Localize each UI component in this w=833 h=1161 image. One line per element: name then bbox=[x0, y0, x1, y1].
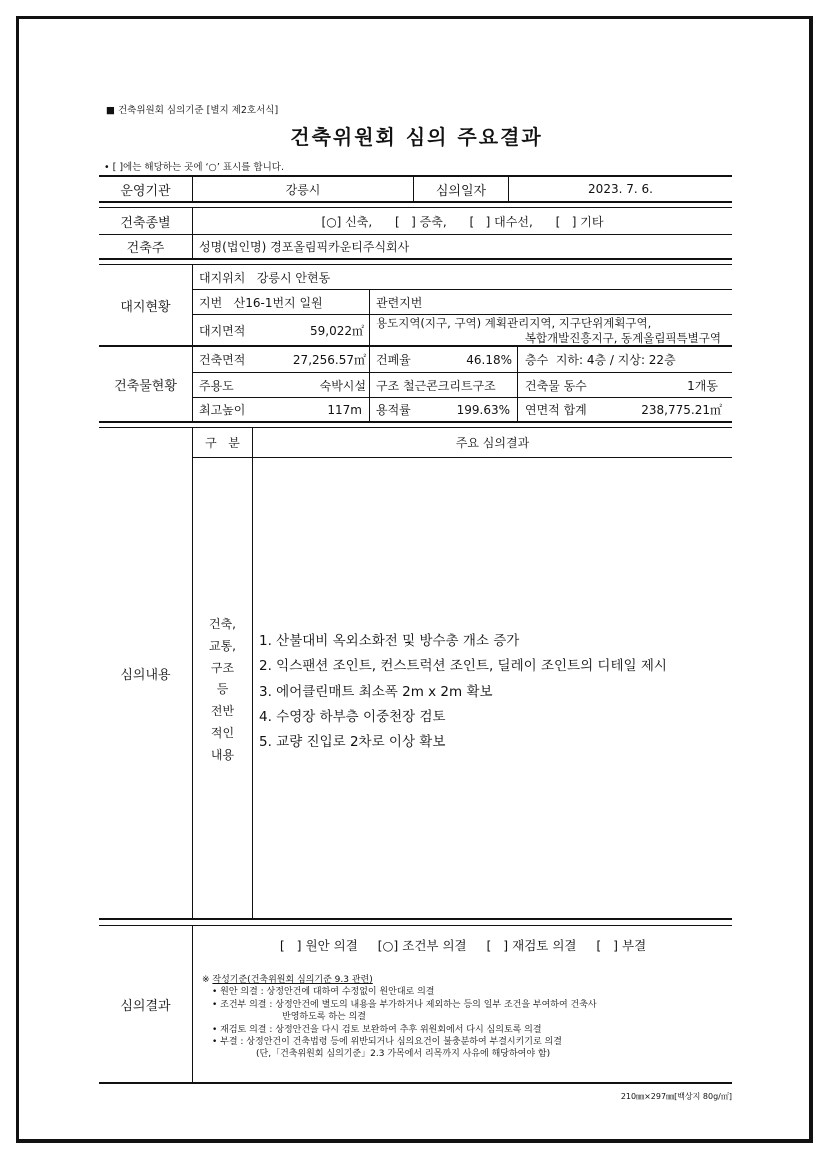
criteria-note: • 재검토 의결 : 상정안건을 다시 검토 보완하여 추후 위원회에서 다시 심의토록 의결 bbox=[212, 1024, 542, 1035]
writing-criteria bbox=[202, 974, 597, 1061]
site-status-label: 대지현황 bbox=[120, 299, 171, 315]
result-options: [ ] 원안 의결 [○] 조건부 의결 [ ] 재검토 의결 [ ] 부결 bbox=[279, 938, 647, 953]
far-value: 199.63% bbox=[456, 402, 510, 417]
criteria-title bbox=[202, 974, 597, 986]
building-count-label: 건축물 동수 bbox=[525, 378, 587, 393]
zoning-line-2: 복합개발진흥지구, 동계올림픽특별구역 bbox=[524, 331, 721, 345]
max-height-value: 117m bbox=[327, 402, 362, 417]
review-date-value: 2023. 7. 6. bbox=[588, 182, 653, 196]
coverage-value: 46.18% bbox=[466, 352, 512, 367]
vline-division bbox=[252, 427, 253, 919]
far-label: 용적률 bbox=[376, 403, 411, 417]
vline-site-mid bbox=[369, 289, 370, 346]
rule-owner-bottom bbox=[99, 258, 732, 260]
vline-label-col-3 bbox=[192, 264, 193, 422]
rule-bldg-bottom bbox=[99, 421, 732, 423]
owner-label: 건축주 bbox=[126, 241, 165, 256]
total-floor-area-value: 238,775.21㎡ bbox=[641, 403, 722, 417]
zoning-line-1: 용도지역(지구, 구역) 계획관리지역, 지구단위계획구역, bbox=[376, 316, 652, 330]
site-lot-number: 지번 산16-1번지 일원 bbox=[199, 295, 323, 310]
category-line: 등 bbox=[216, 682, 229, 697]
review-date-label: 심의일자 bbox=[435, 183, 487, 199]
criteria-note: • 부결 : 상정안건이 건축법령 등에 위반되거나 심의요건이 불충분하여 부결시키기로 의결 bbox=[212, 1037, 562, 1048]
site-area-value: 59,022㎡ bbox=[310, 323, 364, 338]
criteria-note: • 원안 의결 : 상정안건에 대하여 수정없이 원안대로 의결 bbox=[212, 987, 435, 998]
paper-spec: 210㎜×297㎜[백상지 80g/㎡] bbox=[620, 1092, 732, 1101]
rule-result-top bbox=[99, 925, 732, 926]
coverage-label: 건폐율 bbox=[376, 353, 411, 367]
building-status-label: 건축물현황 bbox=[114, 378, 177, 394]
vline-bldg-right bbox=[517, 346, 518, 422]
review-item: 5. 교량 진입로 2차로 이상 확보 bbox=[259, 734, 446, 750]
structure-info: 구조 철근콘크리트구조 bbox=[376, 378, 496, 393]
division-header: 구 분 bbox=[205, 436, 240, 450]
category-cell bbox=[193, 614, 252, 767]
main-use-value: 숙박시설 bbox=[319, 378, 366, 393]
main-use-label: 주용도 bbox=[199, 378, 234, 393]
rule-review-head bbox=[193, 457, 732, 458]
review-item: 3. 에어클린매트 최소폭 2m x 2m 확보 bbox=[259, 684, 493, 700]
category-line: 건축, bbox=[209, 617, 236, 631]
category-line: 적인 bbox=[210, 725, 235, 740]
owner-value: 성명(법인명) 경포올림픽카운티주식회사 bbox=[199, 240, 410, 254]
vline-bldg-mid bbox=[369, 346, 370, 422]
category-line: 전반 bbox=[210, 704, 235, 719]
site-area-label: 대지면적 bbox=[199, 323, 246, 338]
form-reference: ■ 건축위원회 심의기준 [별지 제2호서식] bbox=[106, 105, 279, 116]
rule-review-bottom bbox=[99, 918, 732, 920]
category-line: 구조 bbox=[210, 660, 235, 675]
review-item: 4. 수영장 하부층 이중천장 검토 bbox=[259, 709, 446, 725]
construction-type-label: 건축종별 bbox=[120, 215, 171, 231]
related-lot-label: 관련지번 bbox=[376, 295, 423, 310]
rule-bottom bbox=[99, 1082, 732, 1084]
floors-info: 층수 지하: 4층 / 지상: 22층 bbox=[525, 353, 676, 367]
building-area-label: 건축면적 bbox=[199, 353, 246, 367]
mark-instruction: • [ ]에는 해당하는 곳에 ‘○’ 표시를 합니다. bbox=[104, 162, 284, 173]
category-line: 내용 bbox=[210, 747, 235, 762]
category-line: 교통, bbox=[209, 638, 236, 653]
agency-label: 운영기관 bbox=[120, 183, 171, 199]
document-title: 건축위원회 심의 주요결과 bbox=[290, 125, 543, 149]
reference-mark: ※ bbox=[202, 975, 213, 985]
criteria-note: (단,「건축위원회 심의기준」2.3 가목에서 리목까지 사유에 해당하여야 함) bbox=[256, 1049, 551, 1060]
criteria-title-text: 작성기준(건축위원회 심의기준 9.3 관련) bbox=[212, 975, 373, 985]
result-header: 주요 심의결과 bbox=[455, 436, 530, 450]
rule-agency-bottom bbox=[99, 201, 732, 203]
building-count-value: 1개동 bbox=[687, 378, 718, 393]
total-floor-area-label: 연면적 합계 bbox=[525, 403, 587, 417]
max-height-label: 최고높이 bbox=[199, 403, 246, 417]
building-area-value: 27,256.57㎡ bbox=[292, 353, 366, 367]
site-location: 대지위치 강릉시 안현동 bbox=[199, 270, 331, 285]
review-result-label: 심의결과 bbox=[120, 998, 171, 1014]
criteria-note: • 조건부 의결 : 상정안건에 별도의 내용을 부가하거나 제외하는 등의 일부 조건을 부여하여 건축사 bbox=[212, 999, 597, 1010]
criteria-note: 반영하도록 하는 의결 bbox=[282, 1012, 366, 1023]
review-content-label: 심의내용 bbox=[120, 667, 171, 683]
review-item: 2. 익스팬션 조인트, 컨스트럭션 조인트, 딜레이 조인트의 디테일 제시 bbox=[259, 658, 667, 674]
agency-value: 강릉시 bbox=[285, 182, 321, 197]
construction-type-options: [○] 신축, [ ] 증축, [ ] 대수선, [ ] 기타 bbox=[321, 214, 604, 229]
review-item: 1. 산불대비 옥외소화전 및 방수총 개소 증가 bbox=[259, 633, 520, 649]
